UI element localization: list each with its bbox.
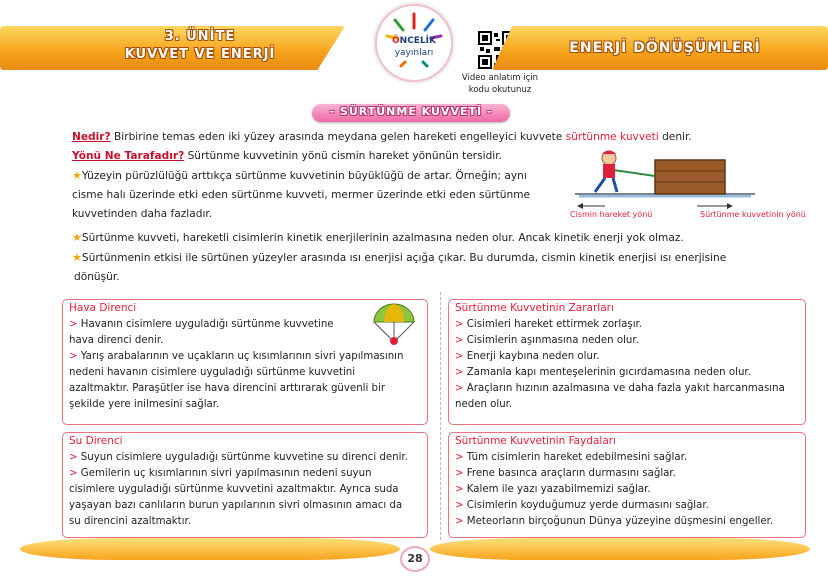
box-line: şekilde yere inilmesini sağlar. — [69, 399, 220, 410]
roughness-paragraph: ★Yüzeyin pürüzlülüğü arttıkça sürtünme kuvvetinin büyüklüğü de artar. Örneğin; aynı cisme halı üzerinde etki eden sürtünme kuvveti, mermer üzerinde etki eden sürtünme kuvvetinden daha fazladır. — [72, 169, 531, 220]
box-line: neden olur. — [455, 399, 513, 410]
box-title: Sürtünme Kuvvetinin Zararları — [455, 302, 614, 314]
box-line: nedeni havanın cisimlere uyguladığı sürtünme kuvvetini — [69, 367, 356, 378]
column-divider — [440, 292, 441, 540]
box-line: > Havanın cisimlere uyguladığı sürtünme kuvvetine — [69, 319, 334, 330]
box-line: su direncini azaltmaktır. — [69, 516, 191, 527]
box-line: cisimlere uyguladığı sürtünme kuvvetini azaltmaktır. Ayrıca suda — [69, 484, 399, 495]
friction-harms-box — [448, 299, 806, 425]
logo-subtitle: yayınları — [394, 48, 434, 58]
star-bullet-icon: ★ — [72, 231, 82, 244]
box-title: Hava Direnci — [69, 302, 137, 314]
box-line: > Cisimlerin koyduğumuz yerde durmasını sağlar. — [455, 500, 709, 511]
box-line: > Yarış arabalarının ve uçakların uç kısımlarının sivri yapılmasının — [69, 351, 404, 362]
qr-caption: Video anlatım için kodu okutunuz — [461, 73, 539, 95]
box-line: > Gemilerin uç kısımlarının sivri yapılmasının nedeni suyun — [69, 468, 372, 479]
publisher-logo — [375, 4, 453, 82]
pulling-box-illustration — [575, 146, 755, 208]
unit-number: 3. ÜNİTE — [164, 29, 236, 44]
page-number: 28 — [400, 546, 430, 572]
topic-title: ENERJİ DÖNÜŞÜMLERİ — [569, 40, 761, 56]
box-line: > Tüm cisimlerin hareket edebilmesini sağlar. — [455, 452, 688, 463]
parachute-icon — [371, 302, 417, 346]
friction-benefits-box — [448, 432, 806, 538]
box-line: > Suyun cisimlere uyguladığı sürtünme kuvvetine su direnci denir. — [69, 452, 408, 463]
box-line: > Araçların hızının azalmasına ve daha fazla yakıt harcanmasına — [455, 383, 785, 394]
box-line: > Meteorların birçoğunun Dünya yüzeyine düşmesini engeller. — [455, 516, 774, 527]
box-line: > Cisimleri hareket ettirmek zorlaşır. — [455, 319, 643, 330]
box-line: hava direnci denir. — [69, 335, 164, 346]
box-title: Sürtünme Kuvvetinin Faydaları — [455, 435, 617, 447]
motion-direction-caption: Cismin hareket yönü — [570, 210, 653, 219]
unit-name: KUVVET VE ENERJİ — [124, 47, 276, 62]
star-bullet-icon: ★ — [72, 169, 82, 182]
footer-wave-left — [20, 538, 400, 560]
box-line: > Enerji kaybına neden olur. — [455, 351, 600, 362]
air-resistance-box — [62, 299, 428, 425]
box-line: > Zamanla kapı menteşelerinin gıcırdamasına neden olur. — [455, 367, 751, 378]
kinetic-paragraph: ★Sürtünme kuvveti, hareketli cisimlerin kinetik enerjilerinin azalmasına neden olur. Ancak kinetik enerji yok olmaz. — [72, 231, 684, 244]
section-title: - SÜRTÜNME KUVVETİ - — [329, 105, 493, 118]
footer-wave-right — [430, 538, 810, 560]
box-line: > Kalem ile yazı yazabilmemizi sağlar. — [455, 484, 651, 495]
heat-paragraph: ★Sürtünmenin etkisi ile sürtünen yüzeyler arasında ısı enerjisi açığa çıkar. Bu durumda, cismin kinetik enerjisi ısı enerjisine dönüşür. — [72, 251, 727, 283]
box-title: Su Direnci — [69, 435, 123, 447]
box-line: > Cisimlerin aşınmasına neden olur. — [455, 335, 639, 346]
section-title-pill — [312, 104, 510, 122]
box-line: azaltmaktır. Paraşütler ise hava direncini arttırarak güvenli bir — [69, 383, 386, 394]
star-bullet-icon: ★ — [72, 251, 82, 264]
box-line: > Frene basınca araçların durmasını sağlar. — [455, 468, 676, 479]
definition-line: Nedir? Birbirine temas eden iki yüzey arasında meydana gelen hareketi engelleyici kuvvete sürtünme kuvveti denir. — [72, 131, 692, 143]
logo-brand: ÖNCELİK — [392, 36, 436, 46]
direction-line: Yönü Ne Tarafadır? Sürtünme kuvvetinin yönü cismin hareket yönünün tersidir. — [72, 150, 502, 162]
friction-direction-caption: Sürtünme kuvvetinin yönü — [700, 210, 806, 219]
water-resistance-box — [62, 432, 428, 538]
box-line: yaşayan bazı canlıların burun yapılarının sivri olmasının amacı da — [69, 500, 403, 511]
